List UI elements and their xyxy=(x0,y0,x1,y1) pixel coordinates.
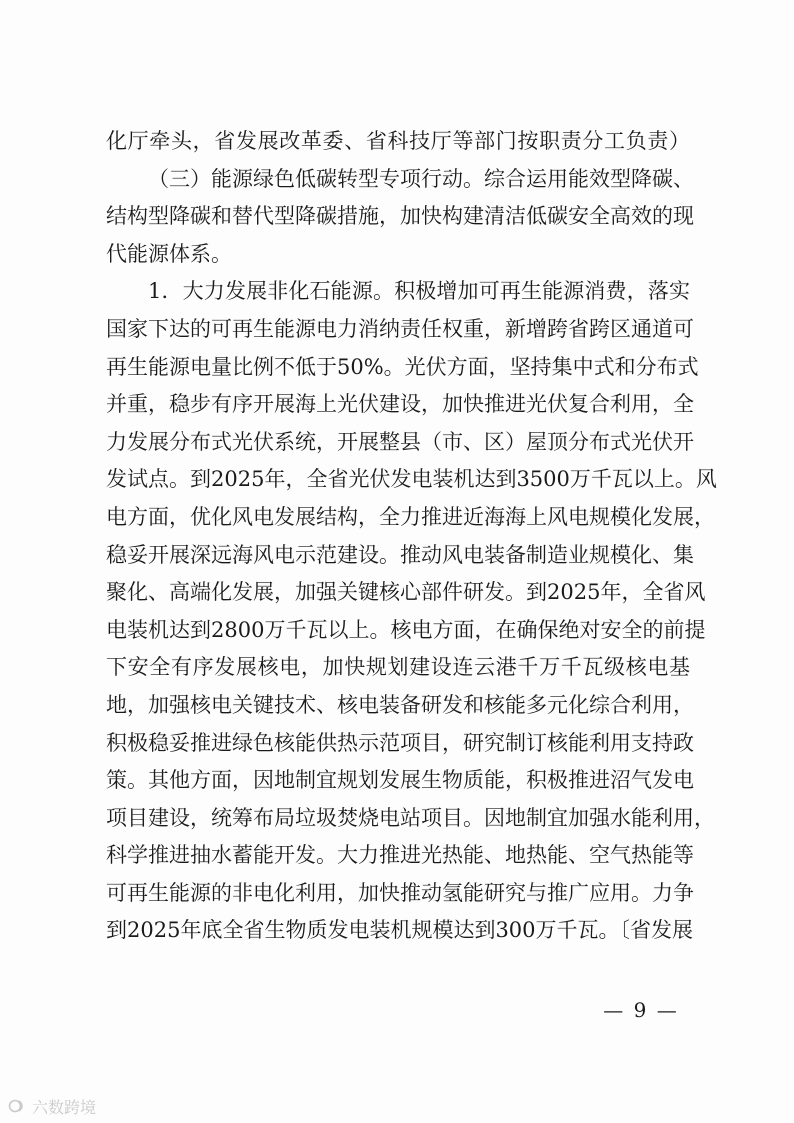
text-line: 1．大力发展非化石能源。积极增加可再生能源消费，落实 xyxy=(148,279,690,304)
watermark-logo-icon xyxy=(8,1097,28,1115)
text-line: 力发展分布式光伏系统，开展整县（市、区）屋顶分布式光伏开 xyxy=(106,429,694,454)
text-line: 国家下达的可再生能源电力消纳责任权重，新增跨省跨区通道可 xyxy=(106,316,694,341)
text-line: 再生能源电量比例不低于50%。光伏方面，坚持集中式和分布式 xyxy=(106,354,699,379)
text-line: 电方面，优化风电发展结构，全力推进近海海上风电规模化发展， xyxy=(106,504,715,529)
text-line: 地，加强核电关键技术、核电装备研发和核能多元化综合利用， xyxy=(106,692,694,717)
text-line: 代能源体系。 xyxy=(106,241,232,266)
body-text xyxy=(106,123,717,950)
page-number: — 9 — xyxy=(603,998,679,1022)
text-line: 发试点。到2025年，全省光伏发电装机达到3500万千瓦以上。风 xyxy=(106,467,717,492)
text-line: （三）能源绿色低碳转型专项行动。综合运用能效型降碳、 xyxy=(148,166,694,191)
text-line: 可再生能源的非电化利用，加快推动氢能研究与推广应用。力争 xyxy=(106,880,694,905)
text-line: 积极稳妥推进绿色核能供热示范项目，研究制订核能利用支持政 xyxy=(106,730,694,755)
text-line: 化厅牵头，省发展改革委、省科技厅等部门按职责分工负责） xyxy=(106,129,690,153)
watermark-text: 六数跨境 xyxy=(32,1097,97,1117)
text-line: 策。其他方面，因地制宜规划发展生物质能，积极推进沼气发电 xyxy=(106,768,694,793)
watermark xyxy=(8,1094,96,1118)
text-line: 项目建设，统筹布局垃圾焚烧电站项目。因地制宜加强水能利用， xyxy=(106,805,715,830)
text-line: 结构型降碳和替代型降碳措施，加快构建清洁低碳安全高效的现 xyxy=(106,204,694,229)
text-line: 并重，稳步有序开展海上光伏建设，加快推进光伏复合利用，全 xyxy=(106,392,694,417)
text-line: 聚化、高端化发展，加强关键核心部件研发。到2025年，全省风 xyxy=(106,580,706,605)
text-line: 科学推进抽水蓄能开发。大力推进光热能、地热能、空气热能等 xyxy=(106,843,694,868)
text-line: 电装机达到2800万千瓦以上。核电方面，在确保绝对安全的前提 xyxy=(106,617,706,642)
text-line: 稳妥开展深远海风电示范建设。推动风电装备制造业规模化、集 xyxy=(106,542,694,567)
text-line: 到2025年底全省生物质发电装机规模达到300万千瓦。〔省发展 xyxy=(106,918,694,943)
text-line: 下安全有序发展核电，加快规划建设连云港千万千瓦级核电基 xyxy=(106,655,690,680)
